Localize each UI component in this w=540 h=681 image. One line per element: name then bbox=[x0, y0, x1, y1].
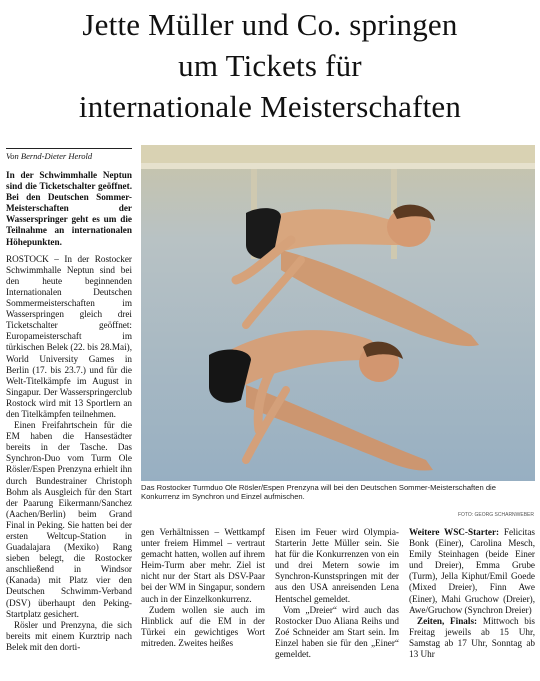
body-paragraph: Vom „Dreier“ wird auch das Rostocker Duo Aliana Reihs und Zoé Schneider am Start sein. Im Einzel haben sie für den „Einer“ gemeldet. bbox=[275, 604, 399, 660]
info-box-times bbox=[409, 616, 535, 660]
article-photo bbox=[141, 145, 535, 481]
body-paragraph: gen Verhältnissen – Wettkampf unter freiem Himmel – vertraut gemacht hatten, wollen auf ihrem Heim-Turm aber mehr. Ziel ist nicht nur der Start als DSV-Paar bei der WM in Singapur, sondern auch in der Einzelkonkurrenz. bbox=[141, 527, 265, 604]
headline-line-3: internationale Meisterschaften bbox=[78, 89, 462, 124]
divers-photo bbox=[141, 145, 535, 481]
photo-caption: Das Rostocker Turmduo Ole Rösler/Espen Prenzyna will bei den Deutschen Sommer-Meisterschaften die Konkurrenz im Synchron und Einzel aufmischen. bbox=[141, 483, 496, 502]
info-heading: Zeiten, Finals: bbox=[417, 615, 478, 626]
headline-line-1: Jette Müller und Co. springen bbox=[82, 7, 458, 42]
headline bbox=[0, 4, 540, 127]
photo-credit: FOTO: GEORG SCHARNWEBER bbox=[457, 512, 534, 518]
info-box-starters bbox=[409, 527, 535, 616]
article-column-1 bbox=[6, 170, 132, 653]
info-text: Felicitas Bonk (Einer), Carolina Mesch, Emily Steinhagen (beide Einer und Dreier), Emma Grube (Turm), Jella Kiphut/Emil Goede (Mixed Dreier), Finn Awe (Einer), Mahi Gruchow (Dreier), Awe/Gruchow (Synchron Dreier) bbox=[409, 527, 535, 615]
body-paragraph: Einen Freifahrtschein für die EM haben die Hansestädter bereits in der Tasche. Das Synchron-Duo vom Turm Ole Rösler/Espen Prenzyna erhielt ihn durch Bundestrainer Christoph Bohm als Ausgleich für den Start der Paarung Eikermann/Sanchez (Aachen/Berlin) beim Grand Final in Peking. Sie hatten bei der ersten Weltcup-Station in Guadalajara (Mexiko) Rang sieben belegt, die Rostocker anschließend in Windsor (Kanada) mit Platz vier den Deutschen Schwimm-Verband (DSV) überhaupt den Peking-Startplatz gesichert. bbox=[6, 420, 132, 619]
article-column-2 bbox=[141, 527, 265, 649]
info-heading: Weitere WSC-Starter: bbox=[409, 527, 500, 537]
body-paragraph: Rösler und Prenzyna, die sich bereits mit einem Kurztrip nach Belek mit den dorti- bbox=[6, 619, 132, 652]
info-text: Mittwoch bis Freitag jeweils ab 15 Uhr, Samstag ab 17 Uhr, Sonntag ab 13 Uhr bbox=[409, 615, 536, 660]
intro-paragraph: In der Schwimmhalle Neptun sind die Ticketschalter geöffnet. Bei den Deutschen Sommer-Meisterschaften der Wasserspringer geht es um die Teilnahme an internationalen Höhepunkten. bbox=[6, 170, 132, 247]
article-column-3 bbox=[275, 527, 399, 660]
byline: Von Bernd-Dieter Herold bbox=[6, 148, 132, 161]
body-paragraph: ROSTOCK – In der Rostocker Schwimmhalle Neptun sind bei den heute beginnenden Internationalen Deutschen Sommermeisterschaften im Wasserspringen gleich drei Ticketschalter geöffnet: Europameisterschaft im türkischen Belek (22. bis 28.Mai), World University Games in Berlin (17. bis 23.7.) und für die Welt-Titelkämpfe im August in Singapur. Der Wasserspringerclub Rostock wird mit 13 Sportlern an den Titelkämpfen teilnehmen. bbox=[6, 253, 132, 419]
headline-line-2: um Tickets für bbox=[178, 48, 362, 83]
article-column-4 bbox=[409, 527, 535, 660]
body-paragraph: Zudem wollen sie auch im Hinblick auf die EM in der Türkei ein gewichtiges Wort mitreden. Zweites heißes bbox=[141, 604, 265, 648]
body-paragraph: Eisen im Feuer wird Olympia-Starterin Jette Müller sein. Sie hat für die Konkurrenzen von ein und drei Metern sowie im Synchron-Kunstspringen mit der aus den USA anreisenden Lena Hentschel gemeldet. bbox=[275, 527, 399, 604]
